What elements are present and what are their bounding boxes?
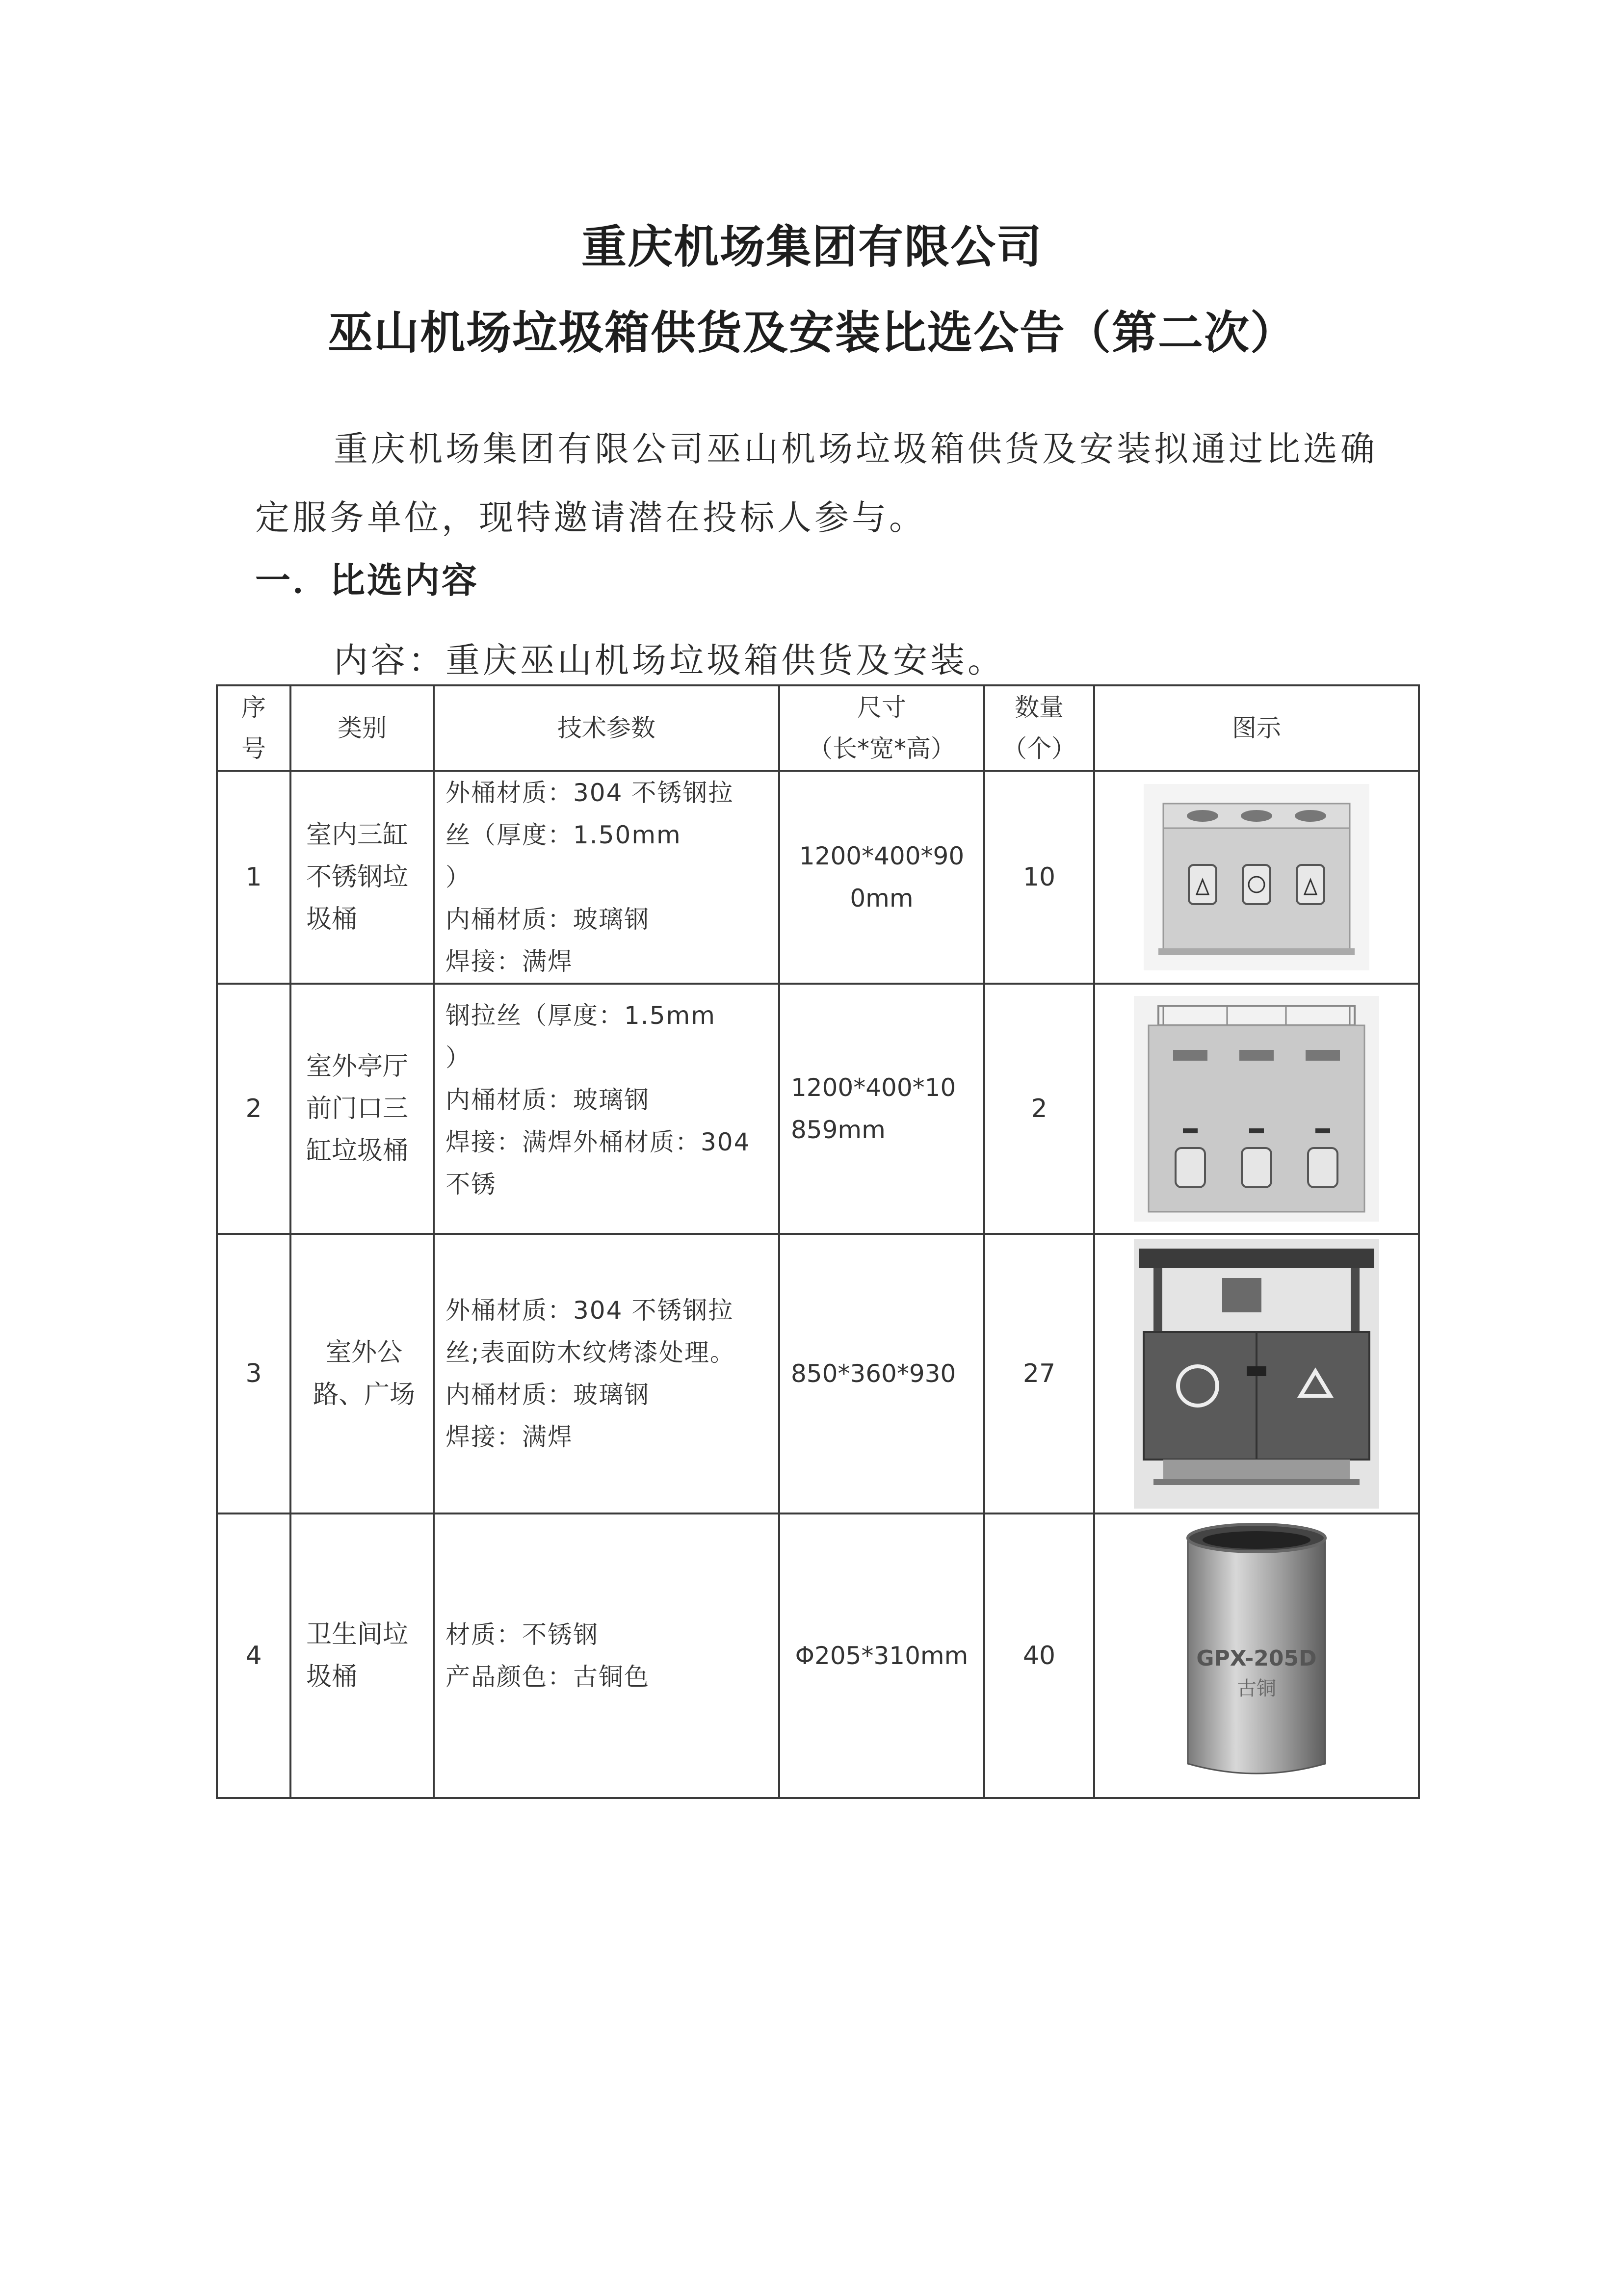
category-line: 缸垃圾桶 (306, 1136, 409, 1166)
table-row (217, 1234, 1419, 1513)
header-category: 类别 (290, 685, 434, 771)
cell-seq: 3 (217, 1234, 290, 1513)
document-title-line1: 重庆机场集团有限公司 (581, 221, 1043, 273)
cell-spec (434, 1513, 779, 1798)
cell-image (1094, 1513, 1419, 1798)
size-line: 1200*400*90 (799, 842, 965, 870)
cell-category (290, 1513, 434, 1798)
size-line: 859mm (791, 1116, 886, 1144)
category-line: 室外公 (325, 1338, 402, 1367)
size-line: 1200*400*10 (791, 1073, 956, 1102)
header-spec: 技术参数 (434, 685, 779, 771)
cell-qty: 2 (984, 984, 1094, 1234)
spec-line: 外桶材质：304 不锈钢拉 (445, 779, 734, 807)
size-line: 850*360*930 (791, 1359, 956, 1388)
header-qty-line1: 数量 (1015, 693, 1064, 722)
header-size-line2: （长*宽*高） (808, 734, 955, 763)
product-color-label: 古铜 (1237, 1677, 1276, 1700)
spec-line: 焊接：满焊 (445, 1423, 573, 1451)
cell-image (1094, 984, 1419, 1234)
cell-size (779, 1234, 984, 1513)
spec-line: 不锈 (445, 1170, 497, 1199)
category-line: 不锈钢垃 (306, 862, 409, 892)
category-line: 圾桶 (306, 1662, 358, 1692)
cell-qty: 10 (984, 771, 1094, 984)
cell-spec (434, 984, 779, 1234)
size-line: 0mm (850, 884, 914, 913)
cell-spec (434, 1234, 779, 1513)
header-image: 图示 (1094, 685, 1419, 771)
spec-line: 内桶材质：玻璃钢 (445, 1381, 650, 1409)
spec-line: 焊接：满焊外桶材质：304 (445, 1128, 751, 1156)
cell-category (290, 984, 434, 1234)
cell-category (290, 1234, 434, 1513)
category-line: 前门口三 (306, 1094, 409, 1123)
three-bin-outdoor-trash-can-with-rack-icon (1134, 996, 1379, 1222)
intro-paragraph: 重庆机场集团有限公司巫山机场垃圾箱供货及安装拟通过比选确定服务单位，现特邀请潜在投标人参与。 (255, 429, 1378, 538)
header-size (779, 685, 984, 771)
cell-qty: 27 (984, 1234, 1094, 1513)
header-seq (217, 685, 290, 771)
spec-line: 产品颜色：古铜色 (445, 1663, 650, 1691)
cell-seq: 4 (217, 1513, 290, 1798)
cell-size (779, 1513, 984, 1798)
spec-line: ） (445, 1044, 471, 1072)
size-line: Φ205*310mm (795, 1642, 969, 1670)
category-line: 圾桶 (306, 905, 358, 934)
header-size-line1: 尺寸 (857, 693, 906, 722)
cell-seq: 1 (217, 771, 290, 984)
category-line: 室外亭厅 (306, 1052, 409, 1081)
cell-category (290, 771, 434, 984)
outdoor-woodgrain-two-bin-trash-can-icon (1134, 1239, 1379, 1509)
header-qty-line2: （个） (1002, 734, 1076, 763)
category-line: 卫生间垃 (306, 1620, 409, 1649)
section-heading: 一．比选内容 (255, 560, 479, 601)
category-line: 路、广场 (313, 1380, 415, 1409)
spec-line: 内桶材质：玻璃钢 (445, 905, 650, 934)
category-line: 室内三缸 (306, 820, 409, 850)
section-content-line: 内容：重庆巫山机场垃圾箱供货及安装。 (334, 640, 1005, 680)
product-model-label: GPX-205D (1196, 1646, 1317, 1671)
header-seq-line1: 序 (241, 693, 266, 722)
cell-spec (434, 771, 779, 984)
spec-line: 丝（厚度：1.50mm (445, 821, 681, 849)
cell-size (779, 984, 984, 1234)
spec-line: 钢拉丝（厚度：1.5mm (445, 1001, 716, 1030)
table-row (217, 1513, 1419, 1798)
table-row (217, 771, 1419, 984)
spec-line: ） (445, 863, 471, 891)
spec-line: 内桶材质：玻璃钢 (445, 1086, 650, 1114)
three-bin-indoor-stainless-trash-can-icon (1144, 784, 1369, 970)
spec-line: 丝;表面防木纹烤漆处理。 (445, 1338, 735, 1367)
spec-line: 材质：不锈钢 (445, 1620, 599, 1649)
header-seq-line2: 号 (241, 734, 266, 763)
table-header-row (217, 685, 1419, 771)
document-title-line2: 巫山机场垃圾箱供货及安装比选公告（第二次） (327, 307, 1296, 359)
spec-line: 焊接：满焊 (445, 947, 573, 976)
cell-qty: 40 (984, 1513, 1094, 1798)
items-table (216, 684, 1420, 1799)
spec-line: 外桶材质：304 不锈钢拉 (445, 1296, 734, 1325)
header-qty (984, 685, 1094, 771)
round-bronze-trash-can-icon (1158, 1518, 1355, 1793)
cell-image (1094, 771, 1419, 984)
cell-image (1094, 1234, 1419, 1513)
cell-seq: 2 (217, 984, 290, 1234)
table-row (217, 984, 1419, 1234)
cell-size (779, 771, 984, 984)
